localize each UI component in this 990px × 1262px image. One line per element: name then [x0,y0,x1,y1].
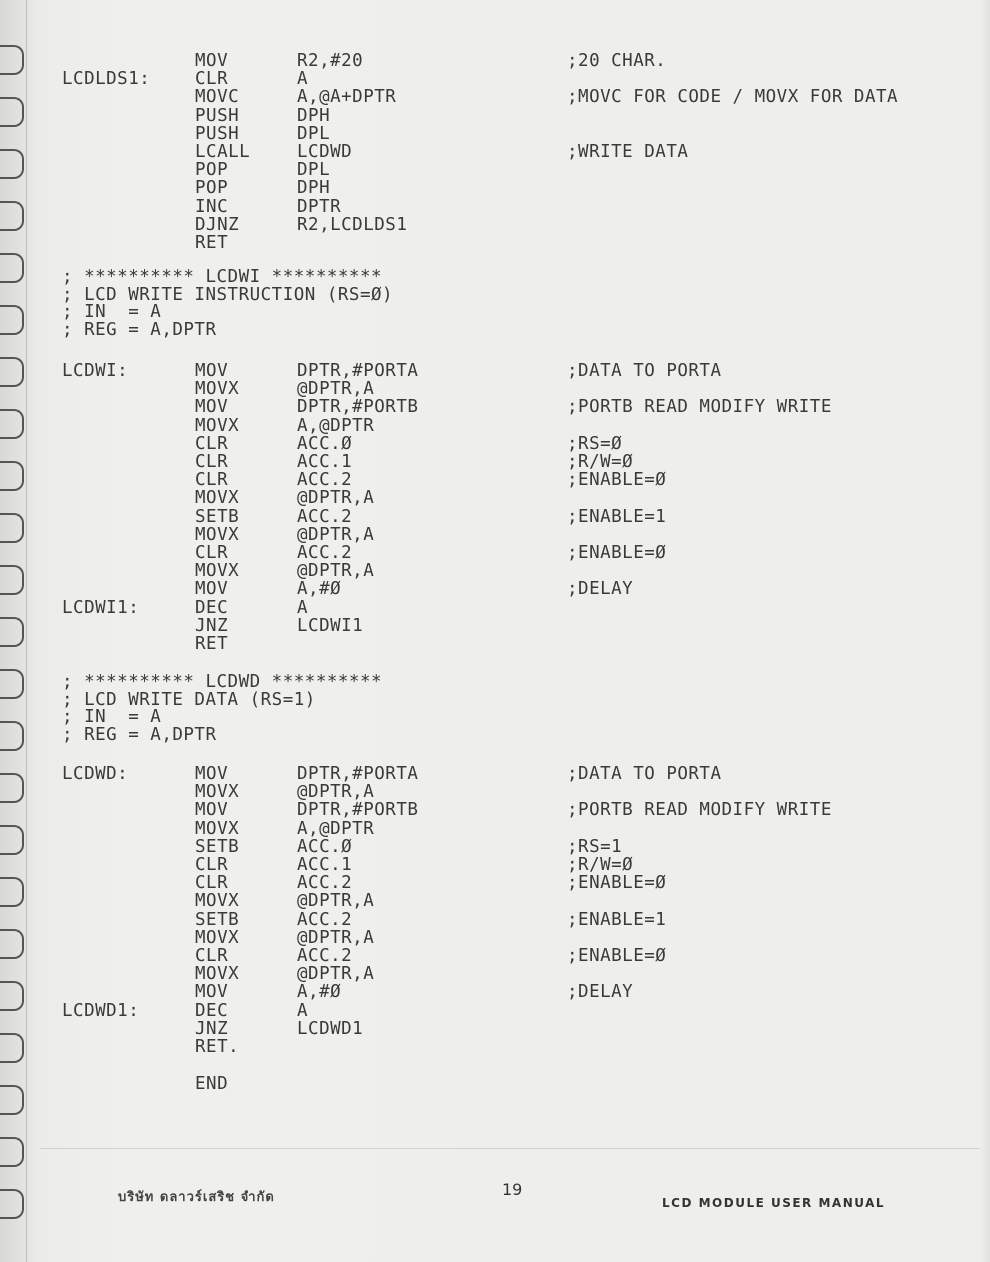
code-operand: @DPTR,A [297,782,375,803]
code-comment: ;ENABLE=Ø [567,946,667,966]
footer-rule [40,1148,980,1149]
code-comment: ;PORTB READ MODIFY WRITE [567,397,832,418]
code-opcode: MOVX [195,891,240,912]
code-comment: ;DATA TO PORTA [567,764,722,784]
code-operand: ACC.2 [297,470,353,491]
code-operand: ACC.2 [297,873,353,894]
code-operand: DPH [297,178,331,199]
code-label: LCDWD: [62,764,129,784]
binding-ring [0,513,24,543]
code-opcode: POP [195,160,229,181]
binding-ring [0,97,24,127]
code-operand: @DPTR,A [297,927,375,948]
code-comment: ;DATA TO PORTA [567,361,722,381]
code-comment: ;ENABLE=Ø [567,873,667,894]
code-opcode: MOVX [195,818,240,839]
code-opcode: MOV [195,51,229,71]
code-opcode: MOVX [195,561,240,582]
binding-ring [0,825,24,855]
code-comment: ;ENABLE=Ø [567,470,667,491]
code-opcode: JNZ [195,1018,229,1039]
code-operand: DPL [297,123,331,144]
code-opcode: DEC [195,597,229,618]
code-comment: ;MOVC FOR CODE / MOVX FOR DATA [567,87,899,107]
binding-ring [0,357,24,387]
code-opcode: PUSH [195,105,240,126]
code-operand: DPTR [297,196,342,217]
code-opcode: MOVX [195,415,240,436]
code-opcode: SETB [195,836,240,857]
binding-ring [0,1137,24,1167]
binding-ring [0,981,24,1011]
code-comment: ;RS=1 [567,836,623,857]
section-comment: ; LCD WRITE INSTRUCTION (RS=Ø) [62,284,394,305]
binding-ring [0,201,24,231]
binding-ring [0,45,24,75]
code-opcode: CLR [195,855,229,875]
code-opcode: MOVX [195,379,240,400]
end-directive: END [195,1074,229,1094]
section-comment: ; ********** LCDWI ********** [62,267,383,287]
code-operand: ACC.2 [297,946,353,966]
code-opcode: CLR [195,433,229,454]
code-operand: DPTR,#PORTB [297,397,419,418]
code-operand: ACC.1 [297,452,353,472]
code-operand: ACC.2 [297,506,353,527]
code-label: LCDWI: [62,361,129,381]
binding-ring [0,461,24,491]
code-opcode: CLR [195,452,229,472]
code-comment: ;DELAY [567,982,634,1003]
binding-ring [0,721,24,751]
code-operand: LCDWI1 [297,615,364,636]
spiral-binding [0,0,27,1262]
code-label: LCDLDS1: [62,69,151,90]
section-comment: ; IN = A [62,707,162,727]
code-opcode: RET [195,634,229,654]
code-operand: DPTR,#PORTA [297,764,419,784]
code-opcode: MOVX [195,927,240,948]
code-comment: ;DELAY [567,579,634,600]
code-operand: ACC.2 [297,909,353,930]
code-operand: LCDWD [297,142,353,162]
code-opcode: MOVX [195,524,240,545]
page-number: 19 [502,1180,523,1199]
code-operand: DPTR,#PORTA [297,361,419,381]
code-opcode: SETB [195,909,240,930]
code-operand: ACC.Ø [297,836,353,857]
code-opcode: MOVX [195,782,240,803]
code-opcode: MOV [195,800,229,821]
code-opcode: MOV [195,361,229,381]
code-opcode: MOV [195,982,229,1003]
code-operand: R2,#20 [297,51,364,71]
code-operand: R2,LCDLDS1 [297,214,408,235]
code-operand: @DPTR,A [297,379,375,400]
code-opcode: CLR [195,946,229,966]
binding-ring [0,1085,24,1115]
code-label: LCDWD1: [62,1000,140,1021]
code-comment: ;20 CHAR. [567,51,667,71]
binding-ring [0,617,24,647]
binding-ring [0,669,24,699]
code-operand: LCDWD1 [297,1018,364,1039]
binding-ring [0,1033,24,1063]
code-opcode: MOVX [195,964,240,985]
binding-ring [0,773,24,803]
binding-ring [0,929,24,959]
code-opcode: MOVC [195,87,240,107]
code-operand: @DPTR,A [297,488,375,509]
code-operand: @DPTR,A [297,561,375,582]
code-opcode: PUSH [195,123,240,144]
code-operand: A [297,69,309,90]
code-operand: @DPTR,A [297,964,375,985]
footer-manual-title: LCD MODULE USER MANUAL [662,1196,886,1210]
code-operand: ACC.1 [297,855,353,875]
footer-company: บริษัท ดลาวร์เสริช จำกัด [118,1190,275,1205]
code-comment: ;R/W=Ø [567,452,634,472]
code-opcode: CLR [195,543,229,563]
section-comment: ; ********** LCDWD ********** [62,672,383,692]
code-operand: ACC.Ø [297,433,353,454]
code-opcode: DEC [195,1000,229,1021]
code-opcode: SETB [195,506,240,527]
code-operand: A,@DPTR [297,818,375,839]
section-comment: ; REG = A,DPTR [62,724,217,745]
code-opcode: INC [195,196,229,217]
code-opcode: CLR [195,69,229,90]
code-comment: ;PORTB READ MODIFY WRITE [567,800,832,821]
binding-ring [0,409,24,439]
code-opcode: JNZ [195,615,229,636]
code-label: LCDWI1: [62,597,140,618]
code-opcode: CLR [195,873,229,894]
code-operand: A [297,1000,309,1021]
code-operand: @DPTR,A [297,891,375,912]
code-opcode: MOV [195,397,229,418]
section-comment: ; REG = A,DPTR [62,319,217,340]
binding-ring [0,565,24,595]
code-operand: @DPTR,A [297,524,375,545]
code-comment: ;WRITE DATA [567,142,689,162]
binding-ring [0,149,24,179]
code-opcode: LCALL [195,142,251,162]
code-comment: ;R/W=Ø [567,855,634,875]
code-comment: ;RS=Ø [567,433,623,454]
binding-ring [0,1189,24,1219]
code-comment: ;ENABLE=1 [567,909,667,930]
code-operand: A,#Ø [297,579,342,600]
code-opcode: DJNZ [195,214,240,235]
code-operand: A,#Ø [297,982,342,1003]
code-operand: ACC.2 [297,543,353,563]
binding-ring [0,877,24,907]
code-operand: DPL [297,160,331,181]
code-comment: ;ENABLE=Ø [567,543,667,563]
section-comment: ; LCD WRITE DATA (RS=1) [62,689,316,710]
code-opcode: POP [195,178,229,199]
code-opcode: MOVX [195,488,240,509]
code-opcode: CLR [195,470,229,491]
code-opcode: RET [195,233,229,253]
code-operand: DPTR,#PORTB [297,800,419,821]
code-operand: A,@DPTR [297,415,375,436]
code-comment: ;ENABLE=1 [567,506,667,527]
binding-ring [0,253,24,283]
code-opcode: RET. [195,1037,240,1057]
code-opcode: MOV [195,764,229,784]
code-operand: A,@A+DPTR [297,87,397,107]
binding-ring [0,305,24,335]
section-comment: ; IN = A [62,302,162,322]
code-operand: A [297,597,309,618]
code-operand: DPH [297,105,331,126]
code-opcode: MOV [195,579,229,600]
